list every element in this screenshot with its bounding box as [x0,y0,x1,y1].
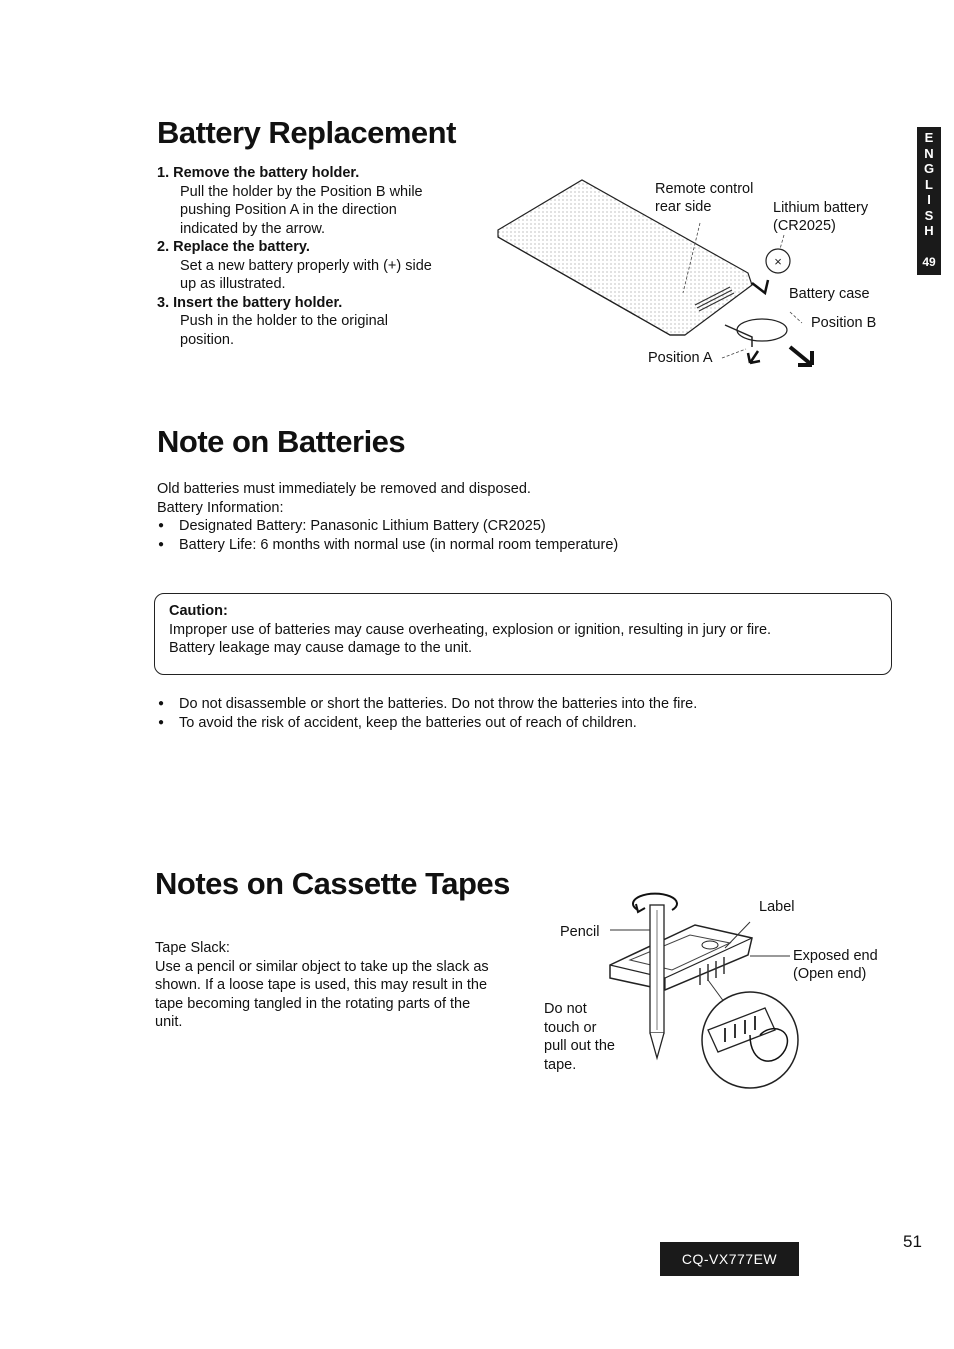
step-line: Push in the holder to the original [180,313,388,329]
step-number: 2. [157,239,170,255]
lang-letter: I [927,192,931,207]
label-rear-side: rear side [655,199,712,215]
step-title: Replace the battery. [173,239,310,255]
cassette-tapes-title: Notes on Cassette Tapes [155,866,510,901]
lang-letter: S [924,207,934,223]
list-item: ● To avoid the risk of accident, keep the batteries out of reach of children. [157,714,857,733]
list-item: ● Designated Battery: Panasonic Lithium Battery (CR2025) [157,517,857,536]
caution-title: Caution: [169,603,228,619]
step-title: Insert the battery holder. [173,294,343,311]
step-line: up as illustrated. [180,276,286,292]
page-number: 51 [903,1232,922,1251]
label-battery-case: Battery case [789,286,870,302]
step-1 [157,164,472,238]
label-exposed-end: Exposed end [793,948,878,964]
step-line: pushing Position A in the direction [180,202,397,218]
language-tab [917,127,941,275]
cassette-line: unit. [155,1014,183,1030]
do-not-line: touch or [544,1019,597,1036]
step-3 [157,294,472,350]
svg-text:×: × [774,254,782,269]
section-number: 49 [922,255,936,269]
label-open-end: (Open end) [793,966,867,982]
label-cr2025: (CR2025) [773,218,836,234]
do-not-line: Do not [544,1001,587,1017]
model-badge: CQ-VX777EW [660,1242,799,1276]
step-number: 1. [157,165,170,181]
battery-info-list [157,517,857,554]
intro-line: Old batteries must immediately be removed and disposed. [157,481,531,497]
step-line: indicated by the arrow. [180,220,326,237]
list-item: ● Battery Life: 6 months with normal use (in normal room temperature) [157,536,857,555]
label-position-b: Position B [811,315,877,331]
cassette-line: Use a pencil or similar object to take up the slack as [155,958,489,975]
battery-warnings-list [157,695,857,732]
step-number: 3. [157,294,170,311]
batteries-intro [157,480,857,517]
step-line: position. [180,331,235,348]
cassette-line: tape becoming tangled in the rotating parts of the [155,995,471,1012]
lang-letter: L [925,176,933,192]
step-title: Remove the battery holder. [173,165,360,181]
cassette-line: shown. If a loose tape is used, this may result in the [155,977,488,993]
label-label: Label [759,899,795,915]
label-pencil: Pencil [560,924,600,940]
lang-letter: E [924,130,934,145]
label-remote-control: Remote control [655,181,754,197]
step-2 [157,238,472,294]
label-do-not-touch [544,1000,615,1074]
label-position-a: Position A [648,350,713,366]
tape-slack-subtitle: Tape Slack: [155,940,230,956]
step-line: Set a new battery properly with (+) side [180,257,432,274]
cassette-text [155,939,515,1032]
do-not-line: tape. [544,1056,577,1073]
lang-letter: G [923,161,935,176]
label-lithium-battery: Lithium battery [773,200,869,216]
intro-line: Battery Information: [157,499,284,516]
do-not-line: pull out the [544,1038,615,1054]
step-line: Pull the holder by the Position B while [180,183,423,200]
lang-letter: H [924,223,934,238]
lang-letter: N [924,145,934,161]
cassette-pencil-illustration [600,890,805,1090]
caution-line: Battery leakage may cause damage to the unit. [169,640,473,656]
caution-box [154,593,892,675]
note-on-batteries-title: Note on Batteries [157,424,406,459]
battery-replacement-title: Battery Replacement [157,115,456,150]
list-item: ● Do not disassemble or short the batteries. Do not throw the batteries into the fire. [157,695,857,714]
battery-steps [157,164,472,349]
caution-line: Improper use of batteries may cause overheating, explosion or ignition, resulting in jury or fire. [169,621,772,638]
